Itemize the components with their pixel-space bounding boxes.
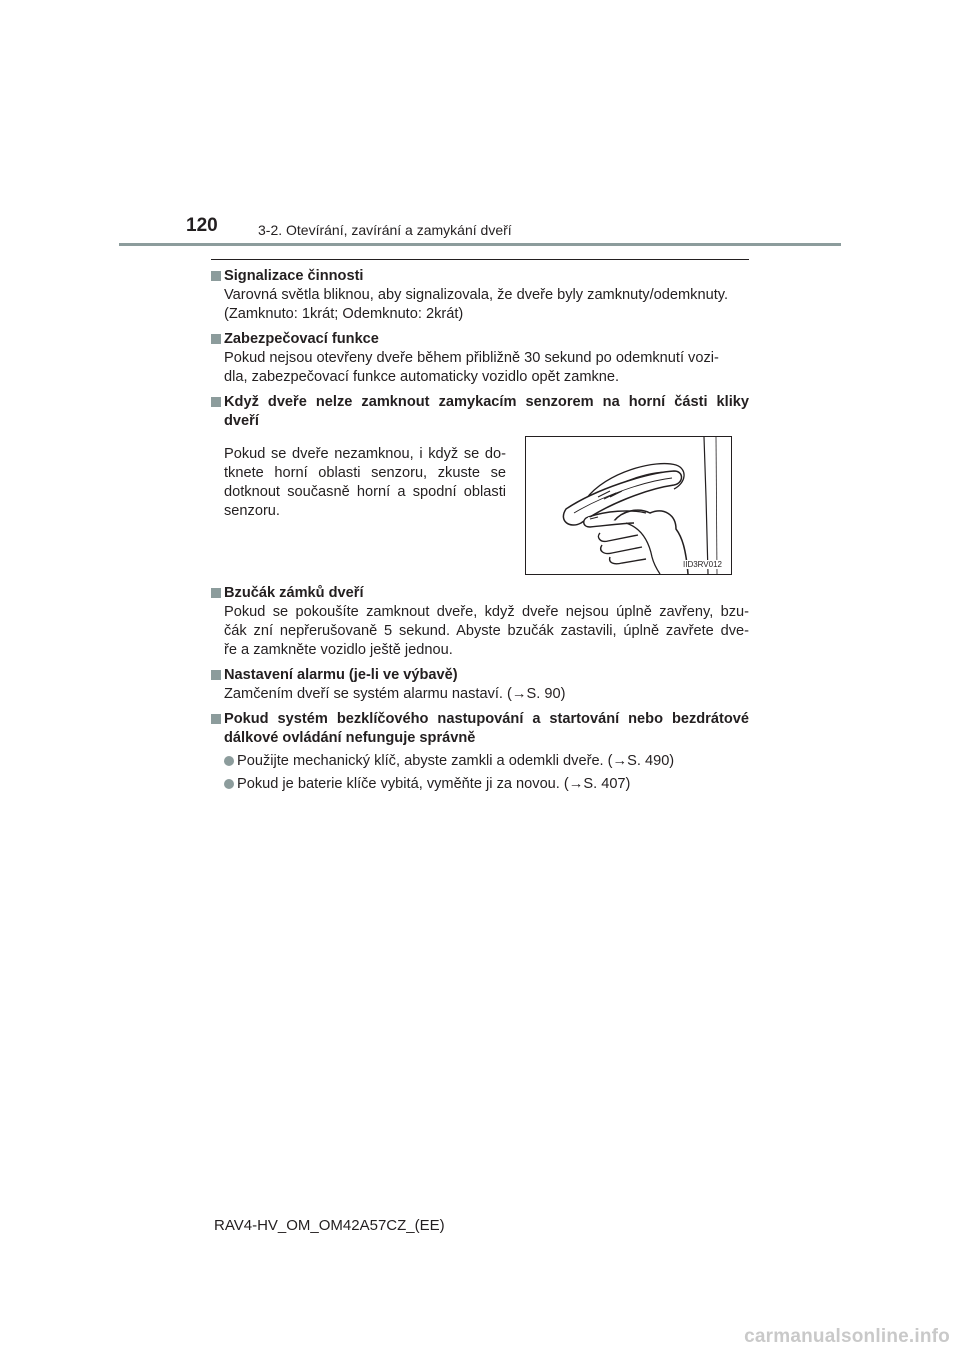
section-alarm (211, 666, 749, 704)
heading-text: Signalizace činnosti (224, 268, 364, 284)
square-bullet-icon (211, 670, 221, 680)
watermark: carmanualsonline.info (744, 1326, 950, 1347)
bullet-text: Pokud je baterie klíče vybitá, vyměňte ji za novou. (→S. 407) (237, 776, 631, 792)
figure-text-line: senzoru. (224, 503, 280, 519)
figure-code: IID3RV012 (683, 560, 722, 569)
body-line: (Zamknuto: 1krát; Odemknuto: 2krát) (224, 306, 464, 322)
square-bullet-icon (211, 397, 221, 407)
section-bezklicove (211, 710, 749, 794)
square-bullet-icon (211, 714, 221, 724)
body-line: Zamčením dveří se systém alarmu nastaví. (→S. 90) (224, 686, 566, 702)
body-line: Pokud se pokoušíte zamknout dveře, když dveře nejsou úplně zavřeny, bzu- (224, 604, 749, 620)
figure-text-line: dotknout současně horní a spodní oblasti (224, 484, 506, 500)
round-bullet-icon (224, 779, 234, 789)
section-heading (211, 584, 749, 603)
body-line: Pokud nejsou otevřeny dveře během přibližně 30 sekund po odemknutí vozi- (224, 350, 719, 366)
section-heading (211, 666, 749, 685)
heading-line: Pokud systém bezklíčového nastupování a startování nebo bezdrátové (224, 711, 749, 727)
section-zabezpecovaci (211, 330, 749, 387)
page-number: 120 (186, 215, 218, 236)
bullet-text: Použijte mechanický klíč, abyste zamkli a odemkli dveře. (→S. 490) (237, 753, 675, 769)
footer-code: RAV4-HV_OM_OM42A57CZ_(EE) (214, 1217, 445, 1234)
body-line: Varovná světla bliknou, aby signalizovala, že dveře byly zamknuty/odemknuty. (224, 287, 729, 303)
content (211, 267, 749, 794)
list-item (224, 775, 749, 794)
figure-illustration (525, 436, 732, 575)
section-heading (211, 710, 749, 748)
heading-text: Nastavení alarmu (je-li ve výbavě) (224, 667, 458, 683)
section-senzor (211, 393, 749, 575)
list-item (224, 752, 749, 771)
section-heading (211, 393, 749, 431)
body-line: ře a zamkněte vozidlo ještě jednou. (224, 642, 453, 658)
heading-text: Bzučák zámků dveří (224, 585, 364, 601)
section-signalizace (211, 267, 749, 324)
heading-text: Zabezpečovací funkce (224, 331, 379, 347)
section-heading (211, 267, 749, 286)
content-top-rule (211, 259, 749, 260)
heading-line: dálkové ovládání nefunguje správně (224, 730, 476, 746)
square-bullet-icon (211, 271, 221, 281)
body-line: dla, zabezpečovací funkce automaticky vozidlo opět zamkne. (224, 369, 620, 385)
figure-text-line: Pokud se dveře nezamknou, i když se do- (224, 446, 506, 462)
section-heading (211, 330, 749, 349)
header-rule (119, 243, 841, 246)
door-handle-hand-icon (526, 437, 731, 574)
figure-row (224, 445, 749, 575)
figure-description (224, 445, 506, 575)
square-bullet-icon (211, 334, 221, 344)
figure-text-line: tknete horní oblasti senzoru, zkuste se (224, 465, 506, 481)
heading-line: dveří (224, 413, 259, 429)
square-bullet-icon (211, 588, 221, 598)
body-line: čák zní nepřerušovaně 5 sekund. Abyste bzučák zastavili, úplně zavřete dve- (224, 623, 749, 639)
round-bullet-icon (224, 756, 234, 766)
section-bzucak (211, 584, 749, 660)
heading-line: Když dveře nelze zamknout zamykacím senzorem na horní části kliky (224, 394, 749, 410)
section-title: 3-2. Otevírání, zavírání a zamykání dveří (258, 222, 512, 238)
